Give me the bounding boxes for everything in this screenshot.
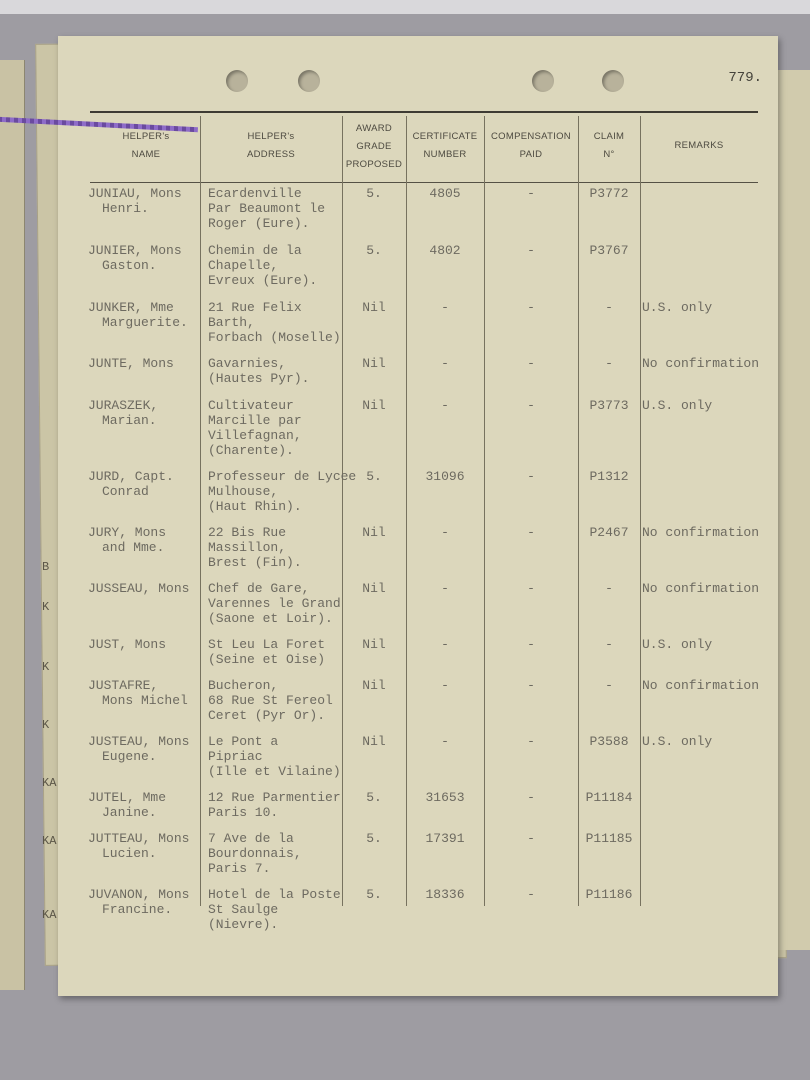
helper-address-line: Pipriac <box>208 749 263 764</box>
award-grade <box>342 637 406 652</box>
claim-number <box>578 398 640 413</box>
helper-name-line: Janine. <box>102 805 157 820</box>
column-divider <box>406 116 407 906</box>
edge-letter: B <box>42 560 50 574</box>
helper-address-line: Ceret (Pyr Or). <box>208 708 326 723</box>
claim-number <box>578 581 640 596</box>
certificate-number <box>406 186 484 201</box>
helper-address <box>208 186 344 231</box>
award-grade <box>342 678 406 693</box>
remarks <box>642 300 762 315</box>
helper-address <box>208 525 344 570</box>
helper-name <box>88 678 204 708</box>
helper-name <box>88 581 204 596</box>
helper-address-line: (Charente). <box>208 443 294 458</box>
award-grade-line: Nil <box>362 398 386 413</box>
adjacent-page-edge <box>0 60 25 990</box>
award-grade <box>342 525 406 540</box>
claim-number-line: P3767 <box>589 243 629 258</box>
certificate-number <box>406 734 484 749</box>
table-header-rule <box>90 182 758 183</box>
award-grade <box>342 581 406 596</box>
compensation-paid-line: - <box>527 356 535 371</box>
helper-name <box>88 831 204 861</box>
award-grade <box>342 831 406 846</box>
helper-address-line: (Haut Rhin). <box>208 499 302 514</box>
helper-address-line: Gavarnies, <box>208 356 287 371</box>
certificate-number <box>406 637 484 652</box>
helper-address <box>208 887 344 932</box>
helper-name <box>88 637 204 652</box>
helper-name <box>88 243 204 273</box>
compensation-paid <box>484 300 578 315</box>
helper-name-line: JUTTEAU, Mons <box>88 831 190 846</box>
helper-address-line: Mulhouse, <box>208 484 279 499</box>
table-top-rule <box>90 111 758 113</box>
claim-number-line: - <box>605 300 613 315</box>
award-grade <box>342 734 406 749</box>
page-number: 779. <box>728 70 762 86</box>
punch-hole <box>298 70 320 92</box>
remarks-line: U.S. only <box>642 300 713 315</box>
claim-number-line: - <box>605 581 613 596</box>
helper-address <box>208 637 344 667</box>
compensation-paid-line: - <box>527 790 535 805</box>
claim-number-line: P2467 <box>589 525 629 540</box>
helper-name-line: JUNIAU, Mons <box>88 186 182 201</box>
helper-address <box>208 300 344 345</box>
certificate-number-line: - <box>441 300 449 315</box>
claim-number-line: P11184 <box>585 790 633 805</box>
helper-address-line: 7 Ave de la <box>208 831 294 846</box>
remarks <box>642 734 762 749</box>
edge-letter: K <box>42 718 50 732</box>
certificate-number-line: 31653 <box>425 790 465 805</box>
helper-name <box>88 734 204 764</box>
edge-letter: KA <box>42 834 57 848</box>
certificate-number <box>406 831 484 846</box>
certificate-number <box>406 243 484 258</box>
edge-letter: K <box>42 660 50 674</box>
remarks-line: No confirmation <box>642 525 760 540</box>
certificate-number <box>406 356 484 371</box>
helper-name-line: JUTEL, Mme <box>88 790 167 805</box>
remarks-line: No confirmation <box>642 356 760 371</box>
compensation-paid-line: - <box>527 734 535 749</box>
remarks-line: U.S. only <box>642 398 713 413</box>
helper-name-line: Francine. <box>102 902 173 917</box>
helper-address <box>208 398 344 458</box>
header-remarks: REMARKS <box>674 140 724 151</box>
helper-address <box>208 831 344 876</box>
helper-address-line: St Leu La Foret <box>208 637 326 652</box>
certificate-number-line: 18336 <box>425 887 465 902</box>
helper-address <box>208 790 344 820</box>
claim-number-line: - <box>605 637 613 652</box>
certificate-number-line: 17391 <box>425 831 465 846</box>
helper-address-line: (Saone et Loir). <box>208 611 333 626</box>
header-helper-name: HELPER's NAME <box>122 131 170 160</box>
award-grade-line: 5. <box>366 243 382 258</box>
helper-name-line: Eugene. <box>102 749 157 764</box>
helper-name-line: JUNIER, Mons <box>88 243 182 258</box>
column-divider <box>578 116 579 906</box>
page-edge-index-letters <box>40 0 58 1080</box>
claim-number <box>578 831 640 846</box>
claim-number-line: P3588 <box>589 734 629 749</box>
claim-number <box>578 678 640 693</box>
remarks-line: U.S. only <box>642 637 713 652</box>
helper-address <box>208 734 344 779</box>
remarks <box>642 678 762 693</box>
remarks <box>642 637 762 652</box>
helper-address <box>208 469 357 514</box>
compensation-paid <box>484 581 578 596</box>
claim-number <box>578 300 640 315</box>
claim-number-line: P1312 <box>589 469 629 484</box>
remarks-line: No confirmation <box>642 581 760 596</box>
helper-address-line: Chemin de la <box>208 243 302 258</box>
remarks <box>642 356 762 371</box>
claim-number-line: - <box>605 678 613 693</box>
helper-name <box>88 790 204 820</box>
helper-name-line: Marguerite. <box>102 315 188 330</box>
helper-name-line: JURASZEK, <box>88 398 159 413</box>
helper-name-line: Marian. <box>102 413 157 428</box>
certificate-number <box>406 300 484 315</box>
claim-number-line: P11185 <box>585 831 633 846</box>
claim-number <box>578 887 640 902</box>
compensation-paid-line: - <box>527 300 535 315</box>
helper-address-line: (Ille et Vilaine) <box>208 764 341 779</box>
compensation-paid <box>484 790 578 805</box>
compensation-paid <box>484 734 578 749</box>
compensation-paid-line: - <box>527 398 535 413</box>
claim-number <box>578 525 640 540</box>
award-grade <box>342 356 406 371</box>
award-grade-line: Nil <box>362 637 386 652</box>
helper-address-line: Paris 10. <box>208 805 279 820</box>
helper-name-line: Henri. <box>102 201 149 216</box>
compensation-paid <box>484 525 578 540</box>
helper-address-line: Cultivateur <box>208 398 294 413</box>
claim-number <box>578 243 640 258</box>
edge-letter: KA <box>42 908 57 922</box>
award-grade <box>342 790 406 805</box>
helper-address-line: Professeur de Lycee <box>208 469 357 484</box>
claim-number <box>578 186 640 201</box>
header-certificate: CERTIFICATE NUMBER <box>412 131 478 160</box>
certificate-number <box>406 887 484 902</box>
claim-number <box>578 637 640 652</box>
column-divider <box>200 116 201 906</box>
compensation-paid <box>484 243 578 258</box>
punch-hole <box>226 70 248 92</box>
helper-name <box>88 398 204 428</box>
remarks <box>642 398 762 413</box>
remarks <box>642 525 762 540</box>
award-grade-line: 5. <box>366 186 382 201</box>
helper-name-line: and Mme. <box>102 540 165 555</box>
compensation-paid-line: - <box>527 186 535 201</box>
certificate-number <box>406 525 484 540</box>
award-grade <box>342 186 406 201</box>
helper-address-line: Le Pont a <box>208 734 279 749</box>
award-grade-line: Nil <box>362 734 386 749</box>
helper-name-line: Gaston. <box>102 258 157 273</box>
helper-name <box>88 525 204 555</box>
compensation-paid-line: - <box>527 887 535 902</box>
helper-address-line: Evreux (Eure). <box>208 273 318 288</box>
header-claim: CLAIM N° <box>593 131 625 160</box>
helper-name-line: JUST, Mons <box>88 637 167 652</box>
certificate-number-line: - <box>441 678 449 693</box>
edge-letter: KA <box>42 776 57 790</box>
edge-letter: K <box>42 600 50 614</box>
helper-name-line: Mons Michel <box>102 693 188 708</box>
award-grade <box>342 469 406 484</box>
compensation-paid-line: - <box>527 581 535 596</box>
certificate-number-line: 31096 <box>425 469 465 484</box>
ledger-page <box>58 36 778 996</box>
helper-address-line: Bourdonnais, <box>208 846 302 861</box>
header-compensation: COMPENSATION PAID <box>491 131 571 160</box>
punch-hole <box>532 70 554 92</box>
certificate-number-line: - <box>441 525 449 540</box>
certificate-number-line: 4805 <box>429 186 461 201</box>
helper-name <box>88 186 204 216</box>
award-grade-line: Nil <box>362 581 386 596</box>
helper-address-line: (Nievre). <box>208 917 279 932</box>
helper-address-line: 12 Rue Parmentier <box>208 790 341 805</box>
punch-hole <box>602 70 624 92</box>
helper-address-line: Chef de Gare, <box>208 581 310 596</box>
helper-name-line: JUNTE, Mons <box>88 356 174 371</box>
helper-name-line: JUVANON, Mons <box>88 887 190 902</box>
certificate-number <box>406 581 484 596</box>
claim-number <box>578 356 640 371</box>
compensation-paid <box>484 356 578 371</box>
helper-address-line: Roger (Eure). <box>208 216 310 231</box>
claim-number-line: P11186 <box>585 887 633 902</box>
award-grade-line: 5. <box>366 790 382 805</box>
helper-name <box>88 356 204 371</box>
helper-name-line: JURD, Capt. <box>88 469 174 484</box>
helper-name-line: Conrad <box>102 484 149 499</box>
award-grade <box>342 243 406 258</box>
helper-name <box>88 300 204 330</box>
helper-name-line: JURY, Mons <box>88 525 167 540</box>
award-grade-line: 5. <box>366 831 382 846</box>
helper-address-line: Massillon, <box>208 540 287 555</box>
compensation-paid <box>484 831 578 846</box>
compensation-paid-line: - <box>527 637 535 652</box>
helper-address-line: Brest (Fin). <box>208 555 302 570</box>
helper-address-line: Barth, <box>208 315 255 330</box>
claim-number <box>578 734 640 749</box>
remarks-line: U.S. only <box>642 734 713 749</box>
award-grade-line: Nil <box>362 678 386 693</box>
compensation-paid <box>484 678 578 693</box>
claim-number-line: - <box>605 356 613 371</box>
certificate-number-line: - <box>441 356 449 371</box>
certificate-number-line: - <box>441 637 449 652</box>
helper-address-line: Bucheron, <box>208 678 279 693</box>
award-grade-line: Nil <box>362 525 386 540</box>
helper-address-line: 22 Bis Rue <box>208 525 287 540</box>
award-grade <box>342 887 406 902</box>
backdrop <box>0 0 810 14</box>
helper-address-line: Forbach (Moselle) <box>208 330 341 345</box>
header-award-grade: AWARD GRADE PROPOSED <box>345 123 403 170</box>
helper-address <box>208 356 344 386</box>
compensation-paid-line: - <box>527 243 535 258</box>
helper-address-line: Marcille par <box>208 413 302 428</box>
helper-address-line: Ecardenville <box>208 186 302 201</box>
helper-address-line: Villefagnan, <box>208 428 302 443</box>
claim-number-line: P3773 <box>589 398 629 413</box>
compensation-paid <box>484 186 578 201</box>
certificate-number <box>406 469 484 484</box>
helper-name <box>88 887 204 917</box>
certificate-number-line: - <box>441 581 449 596</box>
certificate-number-line: - <box>441 398 449 413</box>
header-helper-address: HELPER's ADDRESS <box>246 131 296 160</box>
column-divider <box>640 116 641 906</box>
compensation-paid <box>484 398 578 413</box>
award-grade-line: 5. <box>366 469 382 484</box>
helper-address-line: 68 Rue St Fereol <box>208 693 333 708</box>
helper-address <box>208 678 344 723</box>
award-grade <box>342 300 406 315</box>
helper-name-line: JUSTAFRE, <box>88 678 159 693</box>
award-grade <box>342 398 406 413</box>
certificate-number <box>406 678 484 693</box>
helper-address-line: Paris 7. <box>208 861 271 876</box>
helper-address-line: 21 Rue Felix <box>208 300 302 315</box>
claim-number <box>578 790 640 805</box>
claim-number-line: P3772 <box>589 186 629 201</box>
compensation-paid <box>484 637 578 652</box>
helper-address-line: Chapelle, <box>208 258 279 273</box>
helper-address-line: Varennes le Grand <box>208 596 341 611</box>
compensation-paid <box>484 469 578 484</box>
compensation-paid-line: - <box>527 678 535 693</box>
helper-address <box>208 581 344 626</box>
remarks <box>642 581 762 596</box>
compensation-paid-line: - <box>527 831 535 846</box>
helper-address-line: St Saulge <box>208 902 279 917</box>
compensation-paid <box>484 887 578 902</box>
helper-name-line: JUSTEAU, Mons <box>88 734 190 749</box>
helper-address <box>208 243 344 288</box>
claim-number <box>578 469 640 484</box>
award-grade-line: Nil <box>362 300 386 315</box>
certificate-number-line: 4802 <box>429 243 461 258</box>
certificate-number <box>406 398 484 413</box>
helper-address-line: (Hautes Pyr). <box>208 371 310 386</box>
award-grade-line: Nil <box>362 356 386 371</box>
helper-address-line: Hotel de la Poste <box>208 887 341 902</box>
helper-address-line: Par Beaumont le <box>208 201 326 216</box>
remarks-line: No confirmation <box>642 678 760 693</box>
certificate-number <box>406 790 484 805</box>
award-grade-line: 5. <box>366 887 382 902</box>
helper-name-line: Lucien. <box>102 846 157 861</box>
helper-name-line: JUSSEAU, Mons <box>88 581 190 596</box>
helper-name <box>88 469 204 499</box>
compensation-paid-line: - <box>527 525 535 540</box>
helper-name-line: JUNKER, Mme <box>88 300 174 315</box>
compensation-paid-line: - <box>527 469 535 484</box>
certificate-number-line: - <box>441 734 449 749</box>
column-divider <box>484 116 485 906</box>
helper-address-line: (Seine et Oise) <box>208 652 326 667</box>
